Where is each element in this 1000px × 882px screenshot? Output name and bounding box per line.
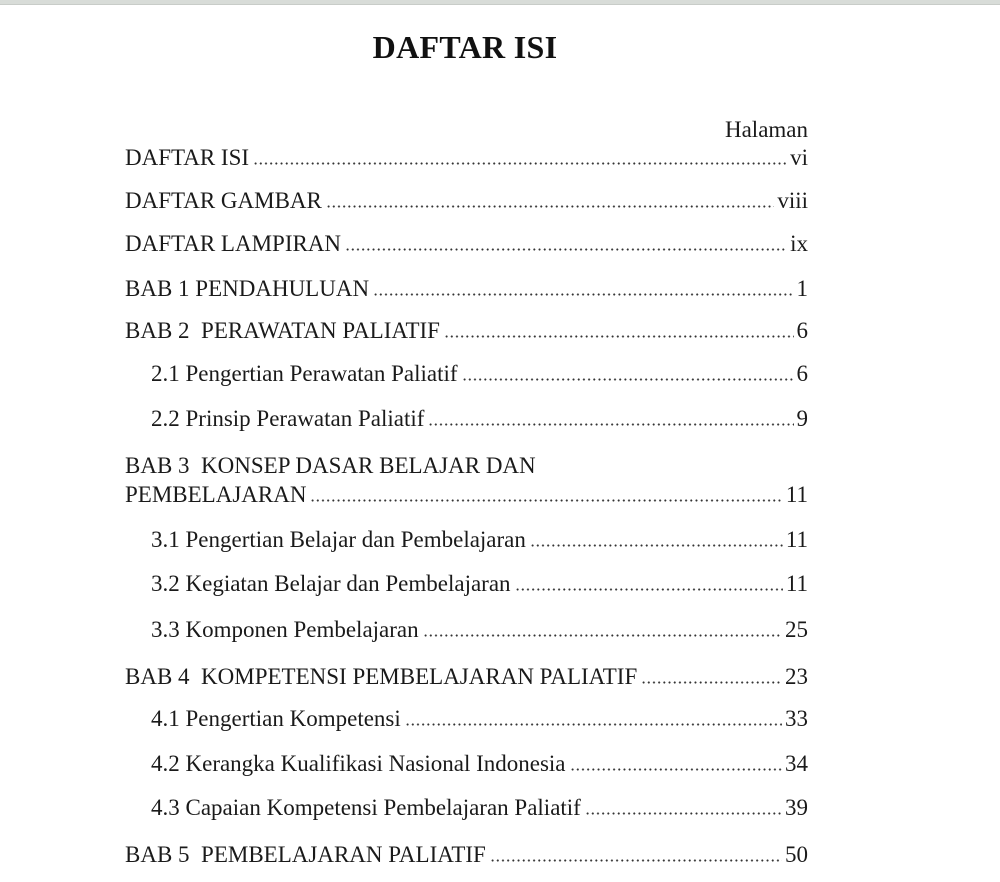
toc-entry-page: 1 <box>796 276 808 301</box>
toc-entry-label: 4.3 Capaian Kompetensi Pembelajaran Paliatif <box>151 795 581 820</box>
dot-leader <box>405 706 782 726</box>
dot-leader <box>326 188 774 208</box>
toc-entry-label: 4.1 Pengertian Kompetensi <box>151 706 401 731</box>
toc-entry-page: 11 <box>785 482 808 507</box>
toc-entry-3-2[interactable] <box>151 570 808 598</box>
toc-entry-label: PEMBELAJARAN <box>125 482 307 507</box>
dot-leader <box>444 318 794 338</box>
dot-leader <box>490 842 782 862</box>
toc-entry-2-2[interactable] <box>151 405 808 433</box>
toc-entry-page: 6 <box>796 318 808 343</box>
toc-entry-label: DAFTAR LAMPIRAN <box>125 231 342 256</box>
toc-entry-bab-1[interactable] <box>125 275 808 303</box>
dot-leader <box>530 527 783 547</box>
dot-leader <box>423 617 782 637</box>
toc-entry-page: ix <box>790 231 808 256</box>
toc-entry-daftar-lampiran[interactable] <box>125 230 808 258</box>
dot-leader <box>515 571 783 591</box>
toc-entry-label: 3.3 Komponen Pembelajaran <box>151 617 419 642</box>
dot-leader <box>641 664 782 684</box>
document-page <box>0 5 1000 882</box>
toc-entry-page: 50 <box>785 842 808 867</box>
toc-entry-label: DAFTAR ISI <box>125 145 250 170</box>
toc-entry-label: DAFTAR GAMBAR <box>125 188 322 213</box>
toc-entry-label: 3.2 Kegiatan Belajar dan Pembelajaran <box>151 571 511 596</box>
dot-leader <box>310 482 782 502</box>
toc-entry-page: 11 <box>785 571 808 596</box>
toc-entry-bab-5[interactable] <box>125 841 808 869</box>
toc-entry-label: 2.1 Pengertian Perawatan Paliatif <box>151 361 458 386</box>
toc-entry-page: vi <box>790 145 808 170</box>
toc-entry-label: 2.2 Prinsip Perawatan Paliatif <box>151 406 425 431</box>
dot-leader <box>373 276 793 296</box>
toc-entry-bab-3-line1[interactable]: BAB 3 KONSEP DASAR BELAJAR DAN <box>125 453 536 478</box>
toc-entry-label: BAB 1 PENDAHULUAN <box>125 276 370 301</box>
toc-entry-page: viii <box>777 188 808 213</box>
toc-entry-label: 3.1 Pengertian Belajar dan Pembelajaran <box>151 527 526 552</box>
dot-leader <box>462 361 794 381</box>
toc-entry-4-1[interactable] <box>151 705 808 733</box>
toc-entry-3-1[interactable] <box>151 526 808 554</box>
toc-entry-page: 6 <box>796 361 808 386</box>
toc-entry-page: 33 <box>785 706 808 731</box>
page-column-header: Halaman <box>724 117 808 142</box>
toc-entry-label: 4.2 Kerangka Kualifikasi Nasional Indonesia <box>151 751 566 776</box>
dot-leader <box>345 231 787 251</box>
toc-entry-4-2[interactable] <box>151 750 808 778</box>
toc-entry-page: 11 <box>785 527 808 552</box>
toc-entry-2-1[interactable] <box>151 360 808 388</box>
toc-entry-page: 39 <box>785 795 808 820</box>
dot-leader <box>570 751 782 771</box>
toc-entry-4-3[interactable] <box>151 794 808 822</box>
toc-entry-3-3[interactable] <box>151 616 808 644</box>
page-title: DAFTAR ISI <box>372 29 558 65</box>
toc-entry-page: 9 <box>796 406 808 431</box>
toc-entry-bab-3[interactable] <box>125 481 808 509</box>
toc-entry-daftar-isi[interactable] <box>125 144 808 172</box>
toc-entry-bab-2[interactable] <box>125 317 808 345</box>
dot-leader <box>253 145 787 165</box>
toc-entry-page: 34 <box>785 751 808 776</box>
toc-entry-page: 25 <box>785 617 808 642</box>
toc-entry-bab-4[interactable] <box>125 663 808 691</box>
dot-leader <box>428 406 793 426</box>
toc-entry-daftar-gambar[interactable] <box>125 187 808 215</box>
dot-leader <box>585 795 782 815</box>
toc-entry-page: 23 <box>785 664 808 689</box>
toc-entry-label: BAB 5 PEMBELAJARAN PALIATIF <box>125 842 486 867</box>
toc-entry-label: BAB 4 KOMPETENSI PEMBELAJARAN PALIATIF <box>125 664 638 689</box>
toc-entry-label: BAB 2 PERAWATAN PALIATIF <box>125 318 440 343</box>
